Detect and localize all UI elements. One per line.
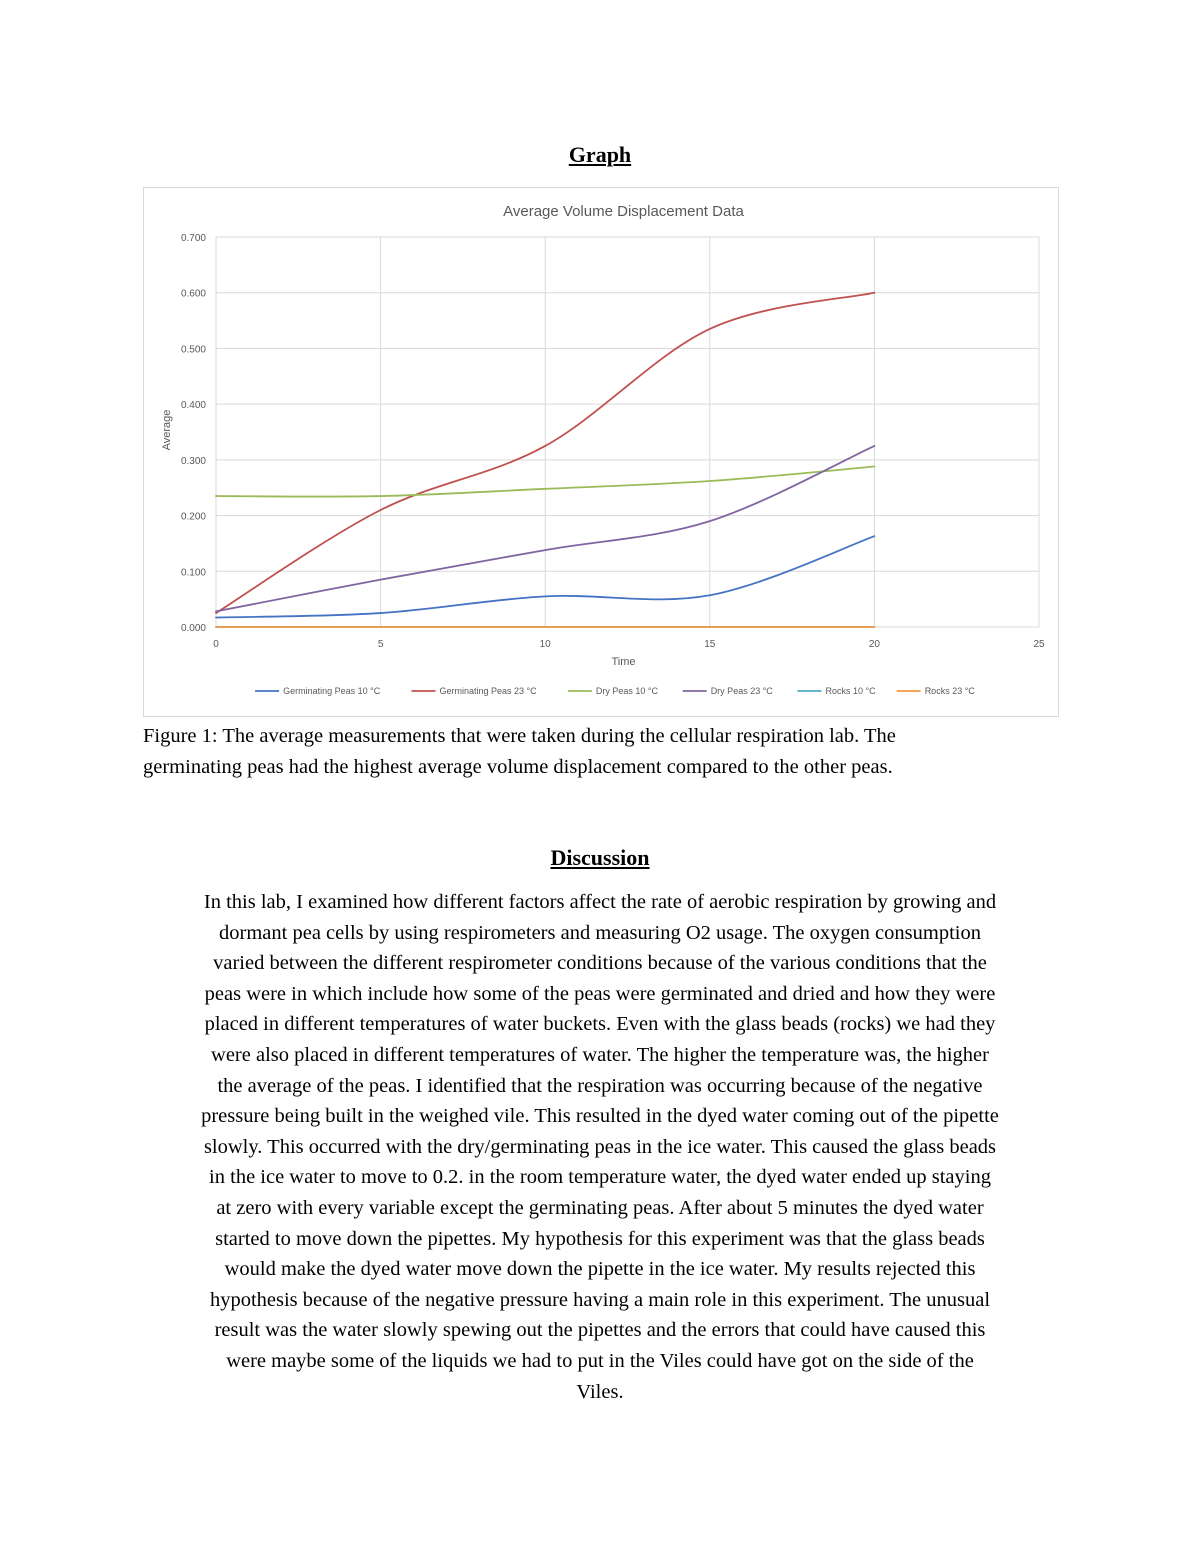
discussion-line: slowly. This occurred with the dry/germinating peas in the ice water. This caused the glass beads [203,1135,997,1158]
y-tick-label: 0.500 [180,344,206,356]
discussion-line: dormant pea cells by using respirometers and measuring O2 usage. The oxygen consumption [219,921,981,944]
graph-heading: Graph [568,142,632,167]
discussion-line: placed in different temperatures of water buckets. Even with the glass beads (rocks) we had they [204,1013,996,1036]
discussion-line: started to move down the pipettes. My hypothesis for this experiment was that the glass beads [215,1227,985,1250]
discussion-line: would make the dyed water move down the pipette in the ice water. My results rejected this [224,1258,976,1281]
y-tick-label: 0.300 [180,455,206,467]
discussion-line: In this lab, I examined how different factors affect the rate of aerobic respiration by growing and [203,891,997,913]
discussion-line: were also placed in different temperatures of water. The higher the temperature was, the higher [211,1043,989,1066]
figure-caption [143,721,1058,783]
discussion-line: hypothesis because of the negative pressure having a main role in this experiment. The unusual [209,1288,991,1311]
y-tick-label: 0.000 [180,623,206,634]
discussion-line: peas were in which include how some of the peas were germinated and dried and how they were [204,982,996,1005]
x-axis-label: Time [611,656,636,668]
x-tick-label: 10 [539,639,551,650]
x-tick-label: 5 [377,639,384,650]
x-tick-label: 20 [868,639,880,650]
chart-svg [144,188,1058,716]
discussion-line: were maybe some of the liquids we had to put in the Viles could have got on the side of the [226,1349,974,1372]
legend-entry: Germinating Peas 23 °C [439,686,537,696]
y-tick-label: 0.100 [180,567,206,579]
discussion-heading: Discussion [550,845,650,870]
discussion-line: in the ice water to move to 0.2. in the room temperature water, the dyed water ended up staying [209,1166,991,1189]
discussion-line: at zero with every variable except the germinating peas. After about 5 minutes the dyed water [216,1196,984,1219]
caption-line: germinating peas had the highest average volume displacement compared to the other peas. [143,756,893,778]
legend-entry: Germinating Peas 10 °C [283,686,381,696]
y-axis-label: Average [161,409,173,451]
x-tick-label: 25 [1033,639,1045,650]
discussion-line: result was the water slowly spewing out the pipettes and the errors that could have caused this [214,1319,986,1342]
chart [143,187,1059,717]
discussion-line: Viles. [576,1380,624,1403]
legend-entry: Dry Peas 10 °C [595,686,659,696]
discussion-line: pressure being built in the weighed vile. This resulted in the dyed water coming out of the pipette [201,1105,999,1128]
legend-entry: Dry Peas 23 °C [710,686,773,696]
discussion-line: the average of the peas. I identified that the respiration was occurring because of the negative [217,1074,983,1097]
y-tick-label: 0.400 [180,400,206,412]
discussion-paragraph [140,887,1060,1407]
x-tick-label: 15 [704,639,716,650]
chart-title: Average Volume Displacement Data [503,203,744,220]
y-tick-label: 0.200 [180,511,206,523]
caption-line: Figure 1: The average measurements that were taken during the cellular respiration lab. The [143,725,896,747]
y-tick-label: 0.700 [180,233,206,244]
discussion-line: varied between the different respirometer conditions because of the various conditions that the [213,952,987,975]
legend-entry: Rocks 23 °C [924,686,975,696]
x-tick-label: 0 [213,639,219,650]
y-tick-label: 0.600 [180,288,206,300]
legend-entry: Rocks 10 °C [825,686,876,696]
